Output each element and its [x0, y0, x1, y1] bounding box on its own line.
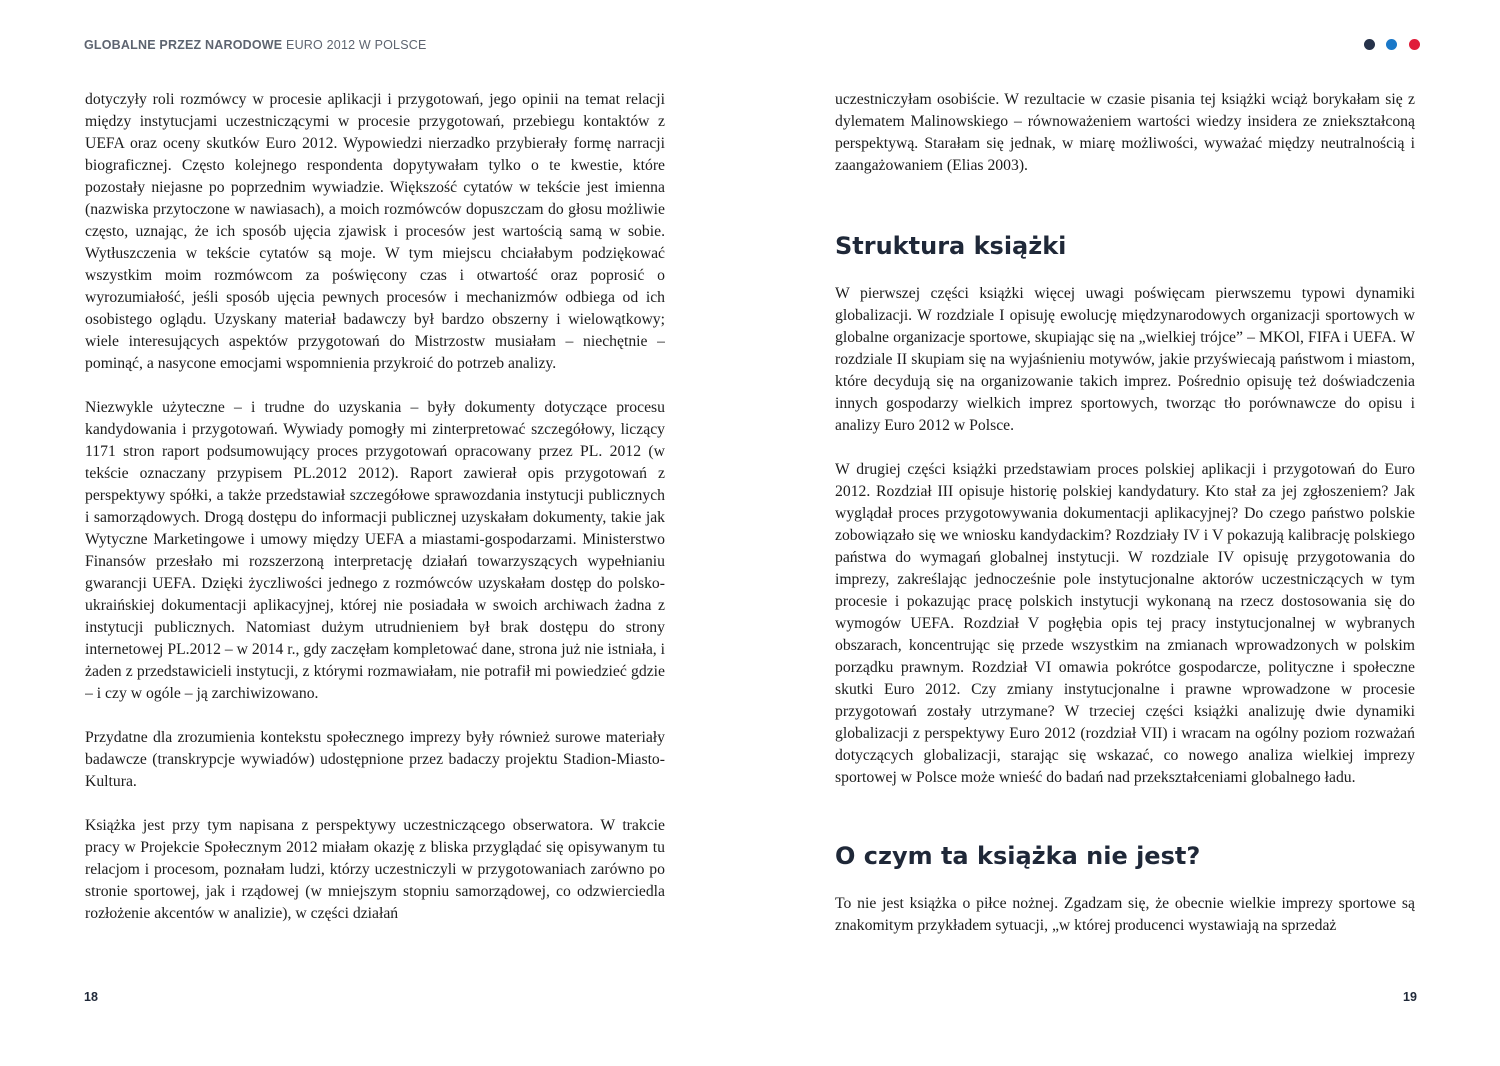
running-header: [84, 38, 427, 52]
running-header-subtitle: EURO 2012 W POLSCE: [286, 38, 427, 52]
red-dot-icon: [1409, 39, 1420, 50]
page-number-left: 18: [84, 990, 98, 1004]
structure-paragraph-1: W pierwszej części książki więcej uwagi poświęcam pierwszemu typowi dynamiki globalizacji. W rozdziale I opisuję ewolucję międzynarodowych organizacji sportowych w globalne organizacje sportowe, skupiając się na „wielkiej trójce” – MKOl, FIFA i UEFA. W rozdziale II skupiam się na wyjaśnieniu motywów, jakie przyświecają państwom i miastom, które decydują się na organizowanie takich imprez. Pośrednio opisuję też doświadczenia innych gospodarzy wielkich imprez sportowych, tworząc tło porównawcze do opisu i analizy Euro 2012 w Polsce.: [835, 285, 1415, 434]
left-page-body: [85, 89, 665, 969]
not-about-paragraph-1: To nie jest książka o piłce nożnej. Zgadzam się, że obecnie wielkie imprezy sportowe są znakomitym przykładem sytuacji, „w której producenci wystawiają na sprzedaż: [835, 895, 1415, 934]
right-intro-paragraph: uczestniczyłam osobiście. W rezultacie w czasie pisania tej książki wciąż borykałam się z dylematem Malinowskiego – równoważeniem wartości wiedzy insidera ze zniekształconą perspektywą. Starałam się jednak, w miarę możliwości, wyważać między neutralnością i zaangażowaniem (Elias 2003).: [835, 91, 1415, 174]
left-paragraph-2: Niezwykle użyteczne – i trudne do uzyskania – były dokumenty dotyczące procesu kandydowania i przygotowań. Wywiady pomogły mi zinterpretować szczegółowy, liczący 1171 stron raport podsumowujący proces przygotowań opracowany przez PL. 2012 (w tekście oznaczany przypisem PL.2012 2012). Raport zawierał opis przygotowań z perspektywy spółki, a także przedstawiał szczegółowe sprawozdania instytucji publicznych i samorządowych. Drogą dostępu do informacji publicznej uzyskałam dokumenty, takie jak Wytyczne Marketingowe i umowy między UEFA a miastami-gospodarzami. Ministerstwo Finansów przesłało mi rozszerzoną interpretację działań towarzyszących wypełnianiu gwarancji UEFA. Dzięki życzliwości jednego z rozmówców uzyskałam dostęp do polsko-ukraińskiej dokumentacji aplikacyjnej, której nie posiadała w swoich archiwach żadna z instytucji publicznych. Natomiast dużym utrudnieniem był brak dostępu do strony internetowej PL.2012 – w 2014 r., gdy zaczęłam kompletować dane, strona już nie istniała, i żaden z przedstawicieli instytucji, z którymi rozmawiałam, nie potrafił mi powiedzieć gdzie – i czy w ogóle – ją zarchiwizowano.: [85, 399, 665, 702]
left-paragraph-3: Przydatne dla zrozumienia kontekstu społecznego imprezy były również surowe materiały badawcze (transkrypcje wywiadów) udostępnione przez badaczy projektu Stadion-Miasto-Kultura.: [85, 729, 665, 790]
left-paragraph-1: dotyczyły roli rozmówcy w procesie aplikacji i przygotowań, jego opinii na temat relacji między instytucjami uczestniczącymi w procesie przygotowań, przebiegu kontaktów z UEFA oraz oceny skutków Euro 2012. Wypowiedzi nierzadko przybierały formę narracji biograficznej. Często kolejnego respondenta dopytywałam tylko o te kwestie, które pozostały niejasne po poprzednim wywiadzie. Większość cytatów w tekście jest imienna (nazwiska przytoczone w nawiasach), a moich rozmówców dopuszczam do głosu możliwie często, uznając, że ich sposób ujęcia zjawisk i procesów jest wartością samą w sobie. Wytłuszczenia w tekście cytatów są moje. W tym miejscu chciałabym podziękować wszystkim moim rozmówcom za poświęcony czas i otwartość oraz poprosić o wyrozumiałość, jeśli sposób ujęcia pewnych procesów i mechanizmów odbiega od ich osobistego oglądu. Uzyskany materiał badawczy był bardzo obszerny i wielowątkowy; wiele interesujących aspektów przygotowań do Mistrzostw musiałam – niechętnie – pominąć, a nasycone emocjami wspomnienia przykroić do potrzeb analizy.: [85, 91, 665, 372]
section-heading-not-about: O czym ta książka nie jest?: [835, 842, 1201, 870]
blue-dot-icon: [1386, 39, 1397, 50]
page-number-right: 19: [1403, 990, 1417, 1004]
right-page-body: [835, 89, 1415, 969]
section-heading-structure: Struktura książki: [835, 232, 1067, 260]
left-paragraph-4: Książka jest przy tym napisana z perspektywy uczestniczącego obserwatora. W trakcie pracy w Projekcie Społecznym 2012 miałam okazję z bliska przyglądać się opisywanym tu relacjom i procesom, poznałam ludzi, którzy uczestniczyli w przygotowaniach zarówno po stronie sportowej, jak i rządowej (w mniejszym stopniu samorządowej, co odzwierciedla rozłożenie akcentów w analizie), w części działań: [85, 817, 665, 922]
navy-dot-icon: [1364, 39, 1375, 50]
running-header-title: GLOBALNE PRZEZ NARODOWE: [84, 38, 283, 52]
structure-paragraph-2: W drugiej części książki przedstawiam proces polskiej aplikacji i przygotowań do Euro 2012. Rozdział III opisuje historię polskiej kandydatury. Kto stał za jej zgłoszeniem? Jak wyglądał proces przygotowywania dokumentacji aplikacyjnej? Do czego państwo polskie zobowiązało się we wniosku kandydackim? Rozdziały IV i V pokazują kalibrację polskiego państwa do wymagań globalnej instytucji. W rozdziale IV opisuję przygotowania do imprezy, zakreślając jednocześnie pole instytucjonalne aktorów uczestniczących w tym procesie i pokazując pracę polskich instytucji wykonaną na rzecz dostosowania się do wymogów UEFA. Rozdział V pogłębia opis tej pracy instytucjonalnej w wybranych obszarach, koncentrując się przede wszystkim na zmianach wprowadzonych w polskim porządku prawnym. Rozdział VI omawia pokrótce gospodarcze, polityczne i społeczne skutki Euro 2012. Czy zmiany instytucjonalne i prawne wprowadzone w procesie przygotowań zostały utrzymane? W trzeciej części książki analizuję dwie dynamiki globalizacji z perspektywy Euro 2012 (rozdział VII) i wracam na ogólny poziom rozważań dotyczących globalizacji, starając się wskazać, co nowego analiza wielkiej imprezy sportowej w Polsce może wnieść do badań nad przekształceniami globalnego ładu.: [835, 461, 1415, 786]
